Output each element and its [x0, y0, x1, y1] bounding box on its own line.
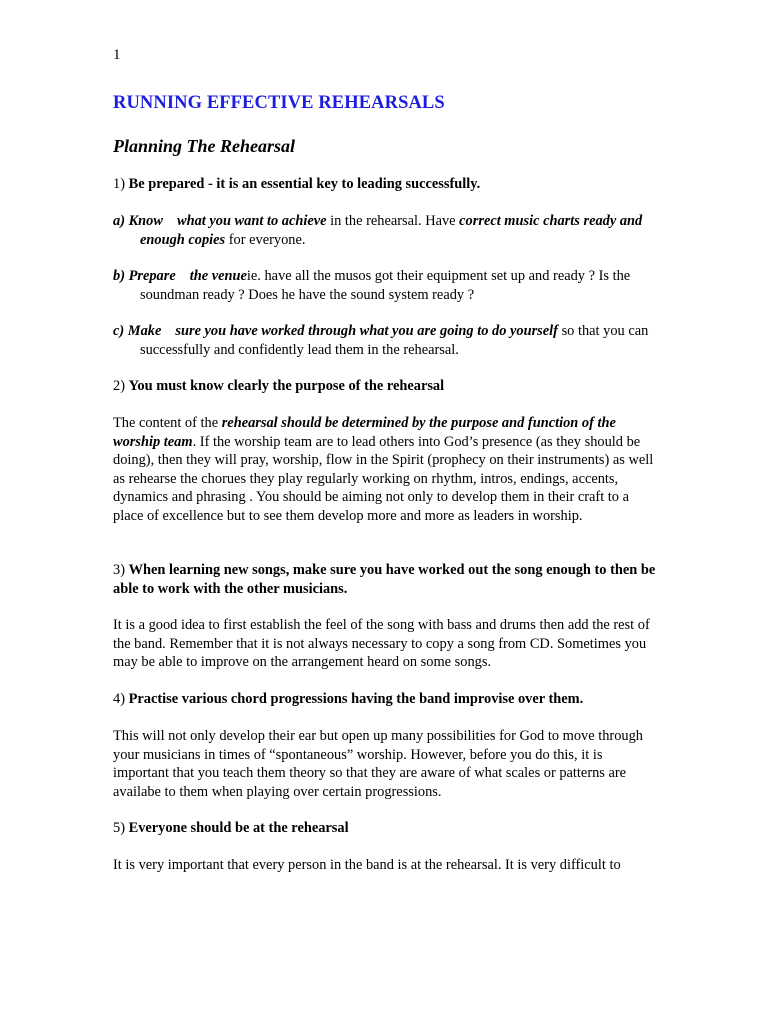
item-4-number: 4) — [113, 691, 125, 707]
subitem-c-text-1: so that you can successfully and confidently lead them in the rehearsal. — [140, 323, 649, 358]
item-3-heading: When learning new songs, make sure you have worked out the song enough to then be able to work with the other musicians. — [113, 562, 656, 597]
subitem-b-label: b) Prepare — [113, 268, 176, 284]
subitem-c-label: c) Make — [113, 323, 162, 339]
item-5 — [113, 819, 658, 838]
subitem-c — [113, 322, 670, 359]
page-number: 1 — [113, 47, 121, 63]
item-3-number: 3) — [113, 562, 125, 578]
document-title: RUNNING EFFECTIVE REHEARSALS — [113, 93, 445, 113]
item-1-number: 1) — [113, 176, 125, 192]
item-2-number: 2) — [113, 378, 125, 394]
subitem-a-label: a) Know — [113, 213, 163, 229]
subitem-a-text-1: in the rehearsal. Have — [326, 213, 460, 229]
paragraph-2 — [113, 414, 658, 526]
subitem-a-bold-1: what you want to achieve — [176, 213, 327, 229]
item-5-heading: Everyone should be at the rehearsal — [128, 820, 349, 836]
paragraph-4: This will not only develop their ear but open up many possibilities for God to move through your musicians in times of “spontaneous” worship. However, before you do this, it is important that you teach them theory so that they are aware of what scales or patterns are availabe to them when playing over certain progressions. — [113, 728, 643, 800]
subitem-a-text-2: for everyone. — [225, 231, 306, 248]
item-1 — [113, 175, 658, 194]
section-heading: Planning The Rehearsal — [113, 136, 296, 156]
subitem-a — [113, 212, 670, 249]
paragraph-2-text-2: . If the worship team are to lead others into God’s presence (as they should be doing), then they will pray, worship, flow in the Spirit (prophecy on their instruments) as well as rehearse the chorues they play regularly working on rhythm, intros, endings, accents, dynamics and phrasing . You should be aiming not only to develop them in their craft to a place of excellence but to see them develop more and more as leaders in worship. — [113, 433, 654, 524]
subitem-b-bold-1: the venue — [189, 268, 247, 284]
paragraph-2-text-1: The content of the — [113, 415, 222, 431]
item-2-heading: You must know clearly the purpose of the rehearsal — [128, 378, 445, 394]
item-4 — [113, 690, 658, 709]
paragraph-3: It is a good idea to first establish the feel of the song with bass and drums then add the rest of the band. Remember that it is not always necessary to copy a song from CD. Sometimes you may be able to improve on the arrangement heard on some songs. — [113, 617, 650, 671]
item-2 — [113, 377, 658, 396]
item-3 — [113, 561, 658, 598]
subitem-b — [113, 267, 670, 304]
paragraph-5: It is very important that every person in the band is at the rehearsal. It is very difficult to — [113, 857, 621, 873]
subitem-b-text-1: ie. have all the musos got their equipment set up and ready ? Is the soundman ready ? Does he have the sound system ready ? — [140, 268, 631, 303]
item-4-heading: Practise various chord progressions having the band improvise over them. — [128, 691, 584, 707]
subitem-a-bold-2: correct music charts ready and enough copies — [140, 213, 643, 248]
item-1-heading: Be prepared - it is an essential key to leading successfully. — [128, 176, 481, 192]
item-5-number: 5) — [113, 820, 125, 836]
paragraph-2-bold: rehearsal should be determined by the purpose and function of the worship team — [113, 415, 616, 450]
subitem-c-bold-1: sure you have worked through what you are going to do yourself — [175, 323, 558, 339]
